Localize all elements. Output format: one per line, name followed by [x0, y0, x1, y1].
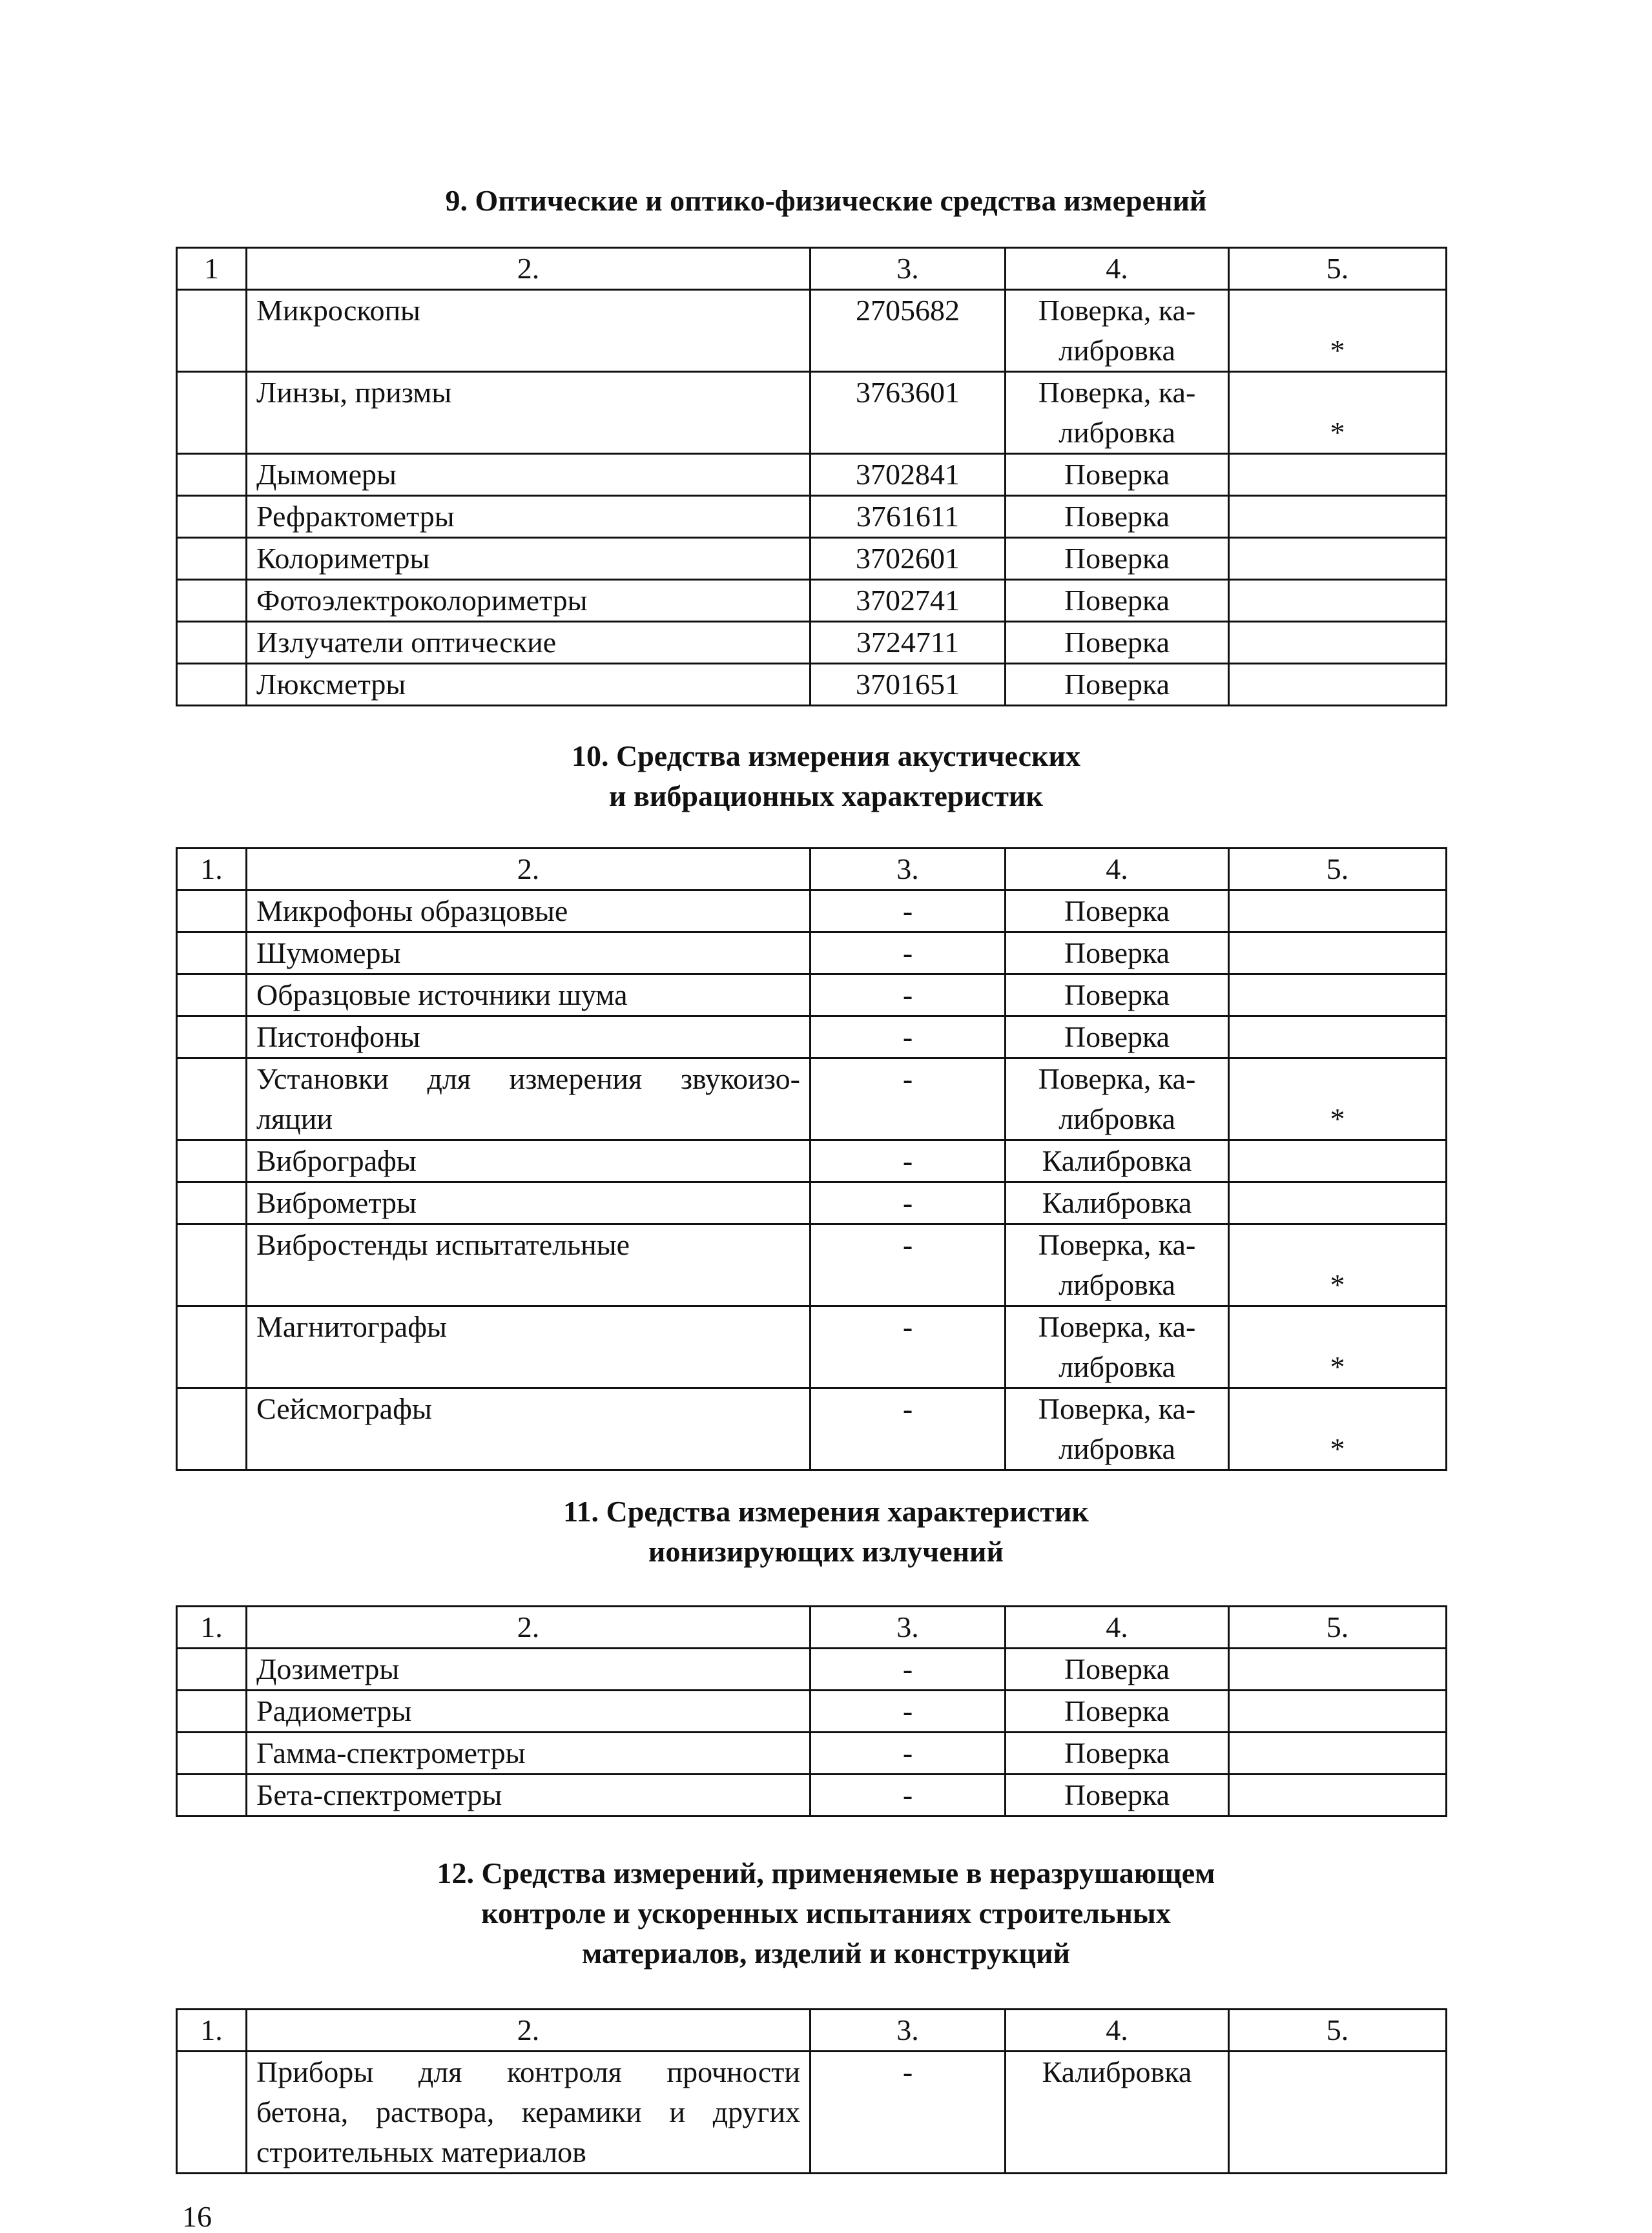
header-cell: 3.	[811, 2010, 1006, 2052]
okp-code: 3724711	[811, 622, 1006, 664]
table-row	[177, 890, 1447, 932]
section-12-table	[176, 2008, 1447, 2174]
okp-code: 3701651	[811, 664, 1006, 706]
okp-code: 3761611	[811, 496, 1006, 538]
action-line: Поверка, ка-	[1038, 294, 1196, 327]
mark-cell	[1229, 580, 1447, 622]
action-line: Поверка, ка-	[1038, 376, 1196, 409]
instrument-name: Микроскопы	[247, 290, 811, 372]
number-cell	[177, 1775, 247, 1816]
okp-code: -	[811, 1733, 1006, 1775]
section-10-title	[0, 736, 1652, 816]
action-cell: Калибровка	[1006, 1140, 1229, 1182]
okp-code: 3763601	[811, 372, 1006, 454]
instrument-name: Люксметры	[247, 664, 811, 706]
header-cell: 1.	[177, 1607, 247, 1649]
action-cell: Поверка	[1006, 1733, 1229, 1775]
header-cell: 2.	[247, 248, 811, 290]
instrument-name: Магнитографы	[247, 1306, 811, 1388]
mark-cell: *	[1229, 290, 1447, 372]
instrument-name	[247, 1058, 811, 1140]
number-cell	[177, 538, 247, 580]
number-cell	[177, 580, 247, 622]
instrument-name: Пистонфоны	[247, 1016, 811, 1058]
action-line: Поверка, ка-	[1038, 1392, 1196, 1425]
header-cell: 3.	[811, 1607, 1006, 1649]
header-cell: 2.	[247, 849, 811, 890]
action-cell: Поверка	[1006, 580, 1229, 622]
header-cell: 4.	[1006, 849, 1229, 890]
header-cell: 5.	[1229, 1607, 1447, 1649]
instrument-name: Излучатели оптические	[247, 622, 811, 664]
instrument-name: Виброметры	[247, 1182, 811, 1224]
mark-cell: *	[1229, 1388, 1447, 1470]
table-row	[177, 932, 1447, 974]
table-row	[177, 1733, 1447, 1775]
number-cell	[177, 1182, 247, 1224]
section-title-line: и вибрационных характеристик	[609, 779, 1043, 812]
table-header-row	[177, 1607, 1447, 1649]
instrument-name: Колориметры	[247, 538, 811, 580]
number-cell	[177, 664, 247, 706]
table-row	[177, 1016, 1447, 1058]
mark-cell	[1229, 1140, 1447, 1182]
okp-code: -	[811, 932, 1006, 974]
name-line: строительных материалов	[256, 2135, 586, 2168]
table-row	[177, 580, 1447, 622]
section-10-table	[176, 847, 1447, 1471]
okp-code: -	[811, 1775, 1006, 1816]
okp-code: -	[811, 1388, 1006, 1470]
number-cell	[177, 1691, 247, 1733]
table-header-row	[177, 248, 1447, 290]
section-title-line: 9. Оптические и оптико-физические средства измерений	[445, 184, 1207, 217]
instrument-name: Вибрографы	[247, 1140, 811, 1182]
header-cell: 2.	[247, 2010, 811, 2052]
name-line: Приборы для контроля прочности	[256, 2055, 800, 2088]
header-cell: 4.	[1006, 248, 1229, 290]
instrument-name	[247, 2052, 811, 2174]
instrument-name: Линзы, призмы	[247, 372, 811, 454]
table-row	[177, 622, 1447, 664]
section-11-title	[0, 1492, 1652, 1572]
section-title-line: материалов, изделий и конструкций	[582, 1937, 1070, 1970]
instrument-name: Образцовые источники шума	[247, 974, 811, 1016]
number-cell	[177, 454, 247, 496]
table-row	[177, 1224, 1447, 1306]
section-9-title	[0, 181, 1652, 221]
okp-code: -	[811, 1140, 1006, 1182]
action-cell: Поверка	[1006, 1649, 1229, 1691]
section-title-line: ионизирующих излучений	[648, 1535, 1004, 1568]
okp-code: -	[811, 1182, 1006, 1224]
number-cell	[177, 1016, 247, 1058]
action-cell	[1006, 1388, 1229, 1470]
mark-cell	[1229, 1016, 1447, 1058]
action-line: либровка	[1058, 416, 1175, 449]
header-cell: 4.	[1006, 2010, 1229, 2052]
mark-cell	[1229, 932, 1447, 974]
action-line: Поверка, ка-	[1038, 1310, 1196, 1343]
table-row	[177, 2052, 1447, 2174]
instrument-name: Радиометры	[247, 1691, 811, 1733]
header-cell: 5.	[1229, 2010, 1447, 2052]
section-title-line: контроле и ускоренных испытаниях строительных	[481, 1897, 1171, 1929]
mark-cell: *	[1229, 372, 1447, 454]
number-cell	[177, 974, 247, 1016]
section-9-table	[176, 247, 1447, 706]
instrument-name: Бета-спектрометры	[247, 1775, 811, 1816]
table-row	[177, 664, 1447, 706]
number-cell	[177, 622, 247, 664]
number-cell	[177, 1058, 247, 1140]
okp-code: -	[811, 974, 1006, 1016]
okp-code: -	[811, 1306, 1006, 1388]
table-header-row	[177, 2010, 1447, 2052]
mark-cell	[1229, 974, 1447, 1016]
action-line: либровка	[1058, 334, 1175, 367]
number-cell	[177, 290, 247, 372]
action-cell: Поверка	[1006, 1016, 1229, 1058]
mark-cell: *	[1229, 1058, 1447, 1140]
header-cell: 1	[177, 248, 247, 290]
instrument-name: Дозиметры	[247, 1649, 811, 1691]
number-cell	[177, 1733, 247, 1775]
action-cell: Поверка	[1006, 496, 1229, 538]
action-line: либровка	[1058, 1350, 1175, 1383]
okp-code: -	[811, 890, 1006, 932]
table-row	[177, 372, 1447, 454]
mark-cell	[1229, 890, 1447, 932]
table-row	[177, 1306, 1447, 1388]
table-row	[177, 974, 1447, 1016]
okp-code: -	[811, 1224, 1006, 1306]
number-cell	[177, 1140, 247, 1182]
header-cell: 1.	[177, 2010, 247, 2052]
name-line: Установки для измерения звукоизо-	[256, 1062, 800, 1095]
action-cell: Калибровка	[1006, 2052, 1229, 2174]
number-cell	[177, 1649, 247, 1691]
name-line: бетона, раствора, керамики и других	[256, 2095, 800, 2128]
action-cell	[1006, 1306, 1229, 1388]
action-cell: Поверка	[1006, 974, 1229, 1016]
mark-cell	[1229, 1691, 1447, 1733]
table-header-row	[177, 849, 1447, 890]
header-cell: 3.	[811, 849, 1006, 890]
action-cell	[1006, 1058, 1229, 1140]
header-cell: 3.	[811, 248, 1006, 290]
header-cell: 4.	[1006, 1607, 1229, 1649]
table-row	[177, 1182, 1447, 1224]
number-cell	[177, 1388, 247, 1470]
table-row	[177, 1775, 1447, 1816]
action-cell: Поверка	[1006, 890, 1229, 932]
name-line: ляции	[256, 1102, 333, 1135]
table-row	[177, 1058, 1447, 1140]
mark-cell	[1229, 496, 1447, 538]
okp-code: 3702841	[811, 454, 1006, 496]
table-row	[177, 538, 1447, 580]
number-cell	[177, 1224, 247, 1306]
section-title-line: 11. Средства измерения характеристик	[563, 1495, 1089, 1528]
mark-cell	[1229, 538, 1447, 580]
action-cell	[1006, 372, 1229, 454]
table-row	[177, 1691, 1447, 1733]
number-cell	[177, 890, 247, 932]
instrument-name: Рефрактометры	[247, 496, 811, 538]
action-line: либровка	[1058, 1268, 1175, 1301]
action-cell	[1006, 1224, 1229, 1306]
instrument-name: Фотоэлектроколориметры	[247, 580, 811, 622]
mark-cell	[1229, 1733, 1447, 1775]
table-row	[177, 1388, 1447, 1470]
instrument-name: Шумомеры	[247, 932, 811, 974]
number-cell	[177, 932, 247, 974]
instrument-name: Вибростенды испытательные	[247, 1224, 811, 1306]
okp-code: 3702601	[811, 538, 1006, 580]
mark-cell	[1229, 1775, 1447, 1816]
mark-cell	[1229, 2052, 1447, 2174]
action-cell: Поверка	[1006, 664, 1229, 706]
action-cell: Поверка	[1006, 1775, 1229, 1816]
mark-cell	[1229, 622, 1447, 664]
action-cell	[1006, 290, 1229, 372]
instrument-name: Сейсмографы	[247, 1388, 811, 1470]
page-number: 16	[182, 2200, 212, 2233]
mark-cell	[1229, 1649, 1447, 1691]
header-cell: 5.	[1229, 248, 1447, 290]
section-12-title	[0, 1853, 1652, 1973]
okp-code: 2705682	[811, 290, 1006, 372]
table-row	[177, 496, 1447, 538]
okp-code: 3702741	[811, 580, 1006, 622]
number-cell	[177, 496, 247, 538]
section-11-table	[176, 1605, 1447, 1817]
action-cell: Калибровка	[1006, 1182, 1229, 1224]
number-cell	[177, 1306, 247, 1388]
number-cell	[177, 2052, 247, 2174]
header-cell: 2.	[247, 1607, 811, 1649]
table-row	[177, 454, 1447, 496]
mark-cell: *	[1229, 1224, 1447, 1306]
action-line: Поверка, ка-	[1038, 1228, 1196, 1261]
instrument-name: Микрофоны образцовые	[247, 890, 811, 932]
table-row	[177, 1140, 1447, 1182]
action-cell: Поверка	[1006, 932, 1229, 974]
section-title-line: 10. Средства измерения акустических	[571, 739, 1081, 772]
okp-code: -	[811, 1058, 1006, 1140]
okp-code: -	[811, 1016, 1006, 1058]
mark-cell	[1229, 454, 1447, 496]
number-cell	[177, 372, 247, 454]
okp-code: -	[811, 1691, 1006, 1733]
okp-code: -	[811, 2052, 1006, 2174]
section-title-line: 12. Средства измерений, применяемые в неразрушающем	[437, 1857, 1215, 1889]
action-cell: Поверка	[1006, 538, 1229, 580]
okp-code: -	[811, 1649, 1006, 1691]
instrument-name: Дымомеры	[247, 454, 811, 496]
action-cell: Поверка	[1006, 622, 1229, 664]
action-cell: Поверка	[1006, 1691, 1229, 1733]
mark-cell: *	[1229, 1306, 1447, 1388]
table-row	[177, 290, 1447, 372]
header-cell: 1.	[177, 849, 247, 890]
action-line: либровка	[1058, 1432, 1175, 1465]
table-row	[177, 1649, 1447, 1691]
mark-cell	[1229, 664, 1447, 706]
instrument-name: Гамма-спектрометры	[247, 1733, 811, 1775]
action-cell: Поверка	[1006, 454, 1229, 496]
action-line: Поверка, ка-	[1038, 1062, 1196, 1095]
action-line: либровка	[1058, 1102, 1175, 1135]
header-cell: 5.	[1229, 849, 1447, 890]
mark-cell	[1229, 1182, 1447, 1224]
